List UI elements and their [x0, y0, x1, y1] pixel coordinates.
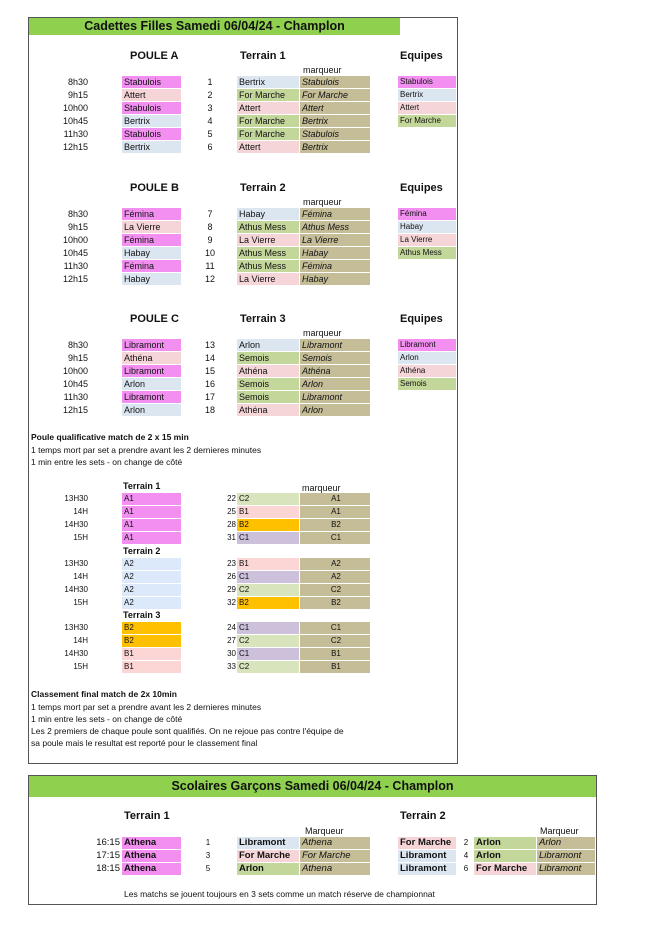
match-number: 6	[207, 142, 213, 152]
scol2-marqueur: Arlon	[537, 837, 595, 849]
qualif-opponent: C1	[237, 622, 299, 634]
scol-number: 3	[205, 851, 211, 860]
opponent-cell: Semois	[237, 378, 299, 390]
equipe-cell: Habay	[398, 221, 456, 233]
team-cell: Stabulois	[122, 102, 181, 114]
qualif-marqueur: C2	[300, 584, 370, 596]
qualif-team: A2	[122, 571, 181, 583]
qualif-number: 23	[227, 559, 236, 568]
qualif-number: 32	[227, 598, 236, 607]
qualif-terrain-label: Terrain 3	[123, 610, 161, 620]
qualif-team: A1	[122, 519, 181, 531]
qualif-number: 24	[227, 623, 236, 632]
match-time: 12h15	[62, 405, 88, 415]
qualif-number: 27	[227, 636, 236, 645]
match-number: 16	[204, 379, 215, 389]
match-number: 9	[207, 235, 213, 245]
equipe-cell: Attert	[398, 102, 456, 114]
scol2-team: For Marche	[398, 837, 456, 849]
qualif-team: B2	[122, 622, 181, 634]
qualif-opponent: B1	[237, 558, 299, 570]
qualif-note-1: 1 temps mort par set a prendre avant les 2 dernieres minutes	[31, 445, 262, 455]
opponent-cell: Attert	[237, 102, 299, 114]
team-cell: Libramont	[122, 365, 181, 377]
qualif-time: 13H30	[64, 494, 88, 503]
opponent-cell: For Marche	[237, 115, 299, 127]
equipe-cell: Athéna	[398, 365, 456, 377]
qualif-opponent: C2	[237, 493, 299, 505]
qualif-number: 33	[227, 662, 236, 671]
qualif-note-2: 1 min entre les sets - on change de côté	[31, 457, 183, 467]
opponent-cell: For Marche	[237, 89, 299, 101]
marqueur-cell: Semois	[300, 352, 370, 364]
match-number: 1	[207, 77, 213, 87]
qualif-time: 15H	[73, 662, 88, 671]
match-time: 9h15	[67, 353, 88, 363]
team-cell: Libramont	[122, 391, 181, 403]
final-note-2: 1 min entre les sets - on change de côté	[31, 714, 183, 724]
match-number: 10	[204, 248, 215, 258]
team-cell: Fémina	[122, 208, 181, 220]
final-title: Classement final match de 2x 10min	[31, 689, 177, 699]
match-time: 8h30	[67, 77, 88, 87]
scolaires-footer: Les matchs se jouent toujours en 3 sets comme un match réserve de championnat	[124, 889, 435, 899]
equipes-label: Equipes	[400, 50, 443, 62]
terrain-label: Terrain 1	[240, 50, 286, 62]
marqueur-cell: La Vierre	[300, 234, 370, 246]
qualif-opponent: B2	[237, 597, 299, 609]
match-number: 8	[207, 222, 213, 232]
scol-time: 17:15	[96, 850, 120, 861]
match-time: 10h00	[62, 103, 88, 113]
scol-time: 16:15	[96, 837, 120, 848]
opponent-cell: Athéna	[237, 365, 299, 377]
scol-marqueur: For Marche	[300, 850, 370, 862]
equipe-cell: Libramont	[398, 339, 456, 351]
qualif-number: 30	[227, 649, 236, 658]
team-cell: La Vierre	[122, 221, 181, 233]
scol-time: 18:15	[96, 863, 120, 874]
scol-team: Athena	[122, 863, 181, 875]
scol2-opponent: For Marche	[474, 863, 536, 875]
qualif-time: 13H30	[64, 623, 88, 632]
qualif-team: A2	[122, 558, 181, 570]
qualif-time: 13H30	[64, 559, 88, 568]
match-time: 12h15	[62, 142, 88, 152]
marqueur-cell: Libramont	[300, 391, 370, 403]
marqueur-cell: Bertrix	[300, 141, 370, 153]
qualif-marqueur: B1	[300, 648, 370, 660]
team-cell: Bertrix	[122, 141, 181, 153]
qualif-marqueur: A2	[300, 571, 370, 583]
qualif-time: 15H	[73, 533, 88, 542]
scol-opponent: Libramont	[237, 837, 299, 849]
equipe-cell: Stabulois	[398, 76, 456, 88]
opponent-cell: Athéna	[237, 404, 299, 416]
qualif-opponent: C2	[237, 635, 299, 647]
match-number: 3	[207, 103, 213, 113]
marqueur-cell: Arlon	[300, 404, 370, 416]
match-time: 11h30	[63, 392, 88, 402]
match-time: 12h15	[62, 274, 88, 284]
qualif-marqueur: A1	[300, 493, 370, 505]
qualif-opponent: C1	[237, 648, 299, 660]
qualif-terrain-label: Terrain 1	[123, 481, 161, 491]
qualif-team: A1	[122, 493, 181, 505]
scol2-marqueur: Libramont	[537, 850, 595, 862]
final-note-4: sa poule mais le resultat est reporté pour le classement final	[31, 738, 258, 748]
poule-label: POULE C	[130, 313, 179, 325]
match-number: 12	[204, 274, 215, 284]
poule-label: POULE A	[130, 50, 179, 62]
equipe-cell: For Marche	[398, 115, 456, 127]
match-number: 5	[207, 129, 213, 139]
match-time: 10h45	[62, 379, 88, 389]
marqueur-label: marqueur	[303, 197, 342, 207]
marqueur-cell: Stabulois	[300, 76, 370, 88]
opponent-cell: Athus Mess	[237, 221, 299, 233]
scol-number: 1	[205, 838, 211, 847]
team-cell: Habay	[122, 273, 181, 285]
match-number: 18	[204, 405, 215, 415]
match-number: 11	[205, 261, 215, 271]
marqueur-cell: Libramont	[300, 339, 370, 351]
scolaires-title: Scolaires Garçons Samedi 06/04/24 - Champlon	[29, 776, 596, 797]
opponent-cell: La Vierre	[237, 273, 299, 285]
match-time: 8h30	[67, 209, 88, 219]
match-time: 10h45	[62, 248, 88, 258]
scol-marqueur: Athena	[300, 863, 370, 875]
qualif-marqueur: B1	[300, 661, 370, 673]
opponent-cell: Semois	[237, 391, 299, 403]
match-number: 13	[204, 340, 215, 350]
opponent-cell: Athus Mess	[237, 247, 299, 259]
scol-team: Athena	[122, 837, 181, 849]
scol-number: 5	[205, 864, 211, 873]
opponent-cell: For Marche	[237, 128, 299, 140]
match-time: 11h30	[63, 261, 88, 271]
match-number: 15	[204, 366, 215, 376]
marqueur-cell: Bertrix	[300, 115, 370, 127]
team-cell: Attert	[122, 89, 181, 101]
cadettes-title: Cadettes Filles Samedi 06/04/24 - Champlon	[29, 18, 400, 35]
marqueur-cell: Athus Mess	[300, 221, 370, 233]
scol2-opponent: Arlon	[474, 850, 536, 862]
final-note-1: 1 temps mort par set a prendre avant les 2 dernieres minutes	[31, 702, 262, 712]
team-cell: Athéna	[122, 352, 181, 364]
match-time: 9h15	[67, 222, 88, 232]
qualif-team: A1	[122, 506, 181, 518]
qualif-time: 14H30	[64, 585, 88, 594]
marqueur-cell: Habay	[300, 273, 370, 285]
marqueur-cell: Arlon	[300, 378, 370, 390]
opponent-cell: Bertrix	[237, 76, 299, 88]
qualif-team: A2	[122, 597, 181, 609]
equipe-cell: La Vierre	[398, 234, 456, 246]
scol2-number: 2	[463, 838, 469, 847]
scol2-number: 4	[463, 851, 469, 860]
scol2-team: Libramont	[398, 850, 456, 862]
match-number: 17	[204, 392, 215, 402]
scol-opponent: For Marche	[237, 850, 299, 862]
opponent-cell: Semois	[237, 352, 299, 364]
qualif-team: A2	[122, 584, 181, 596]
marqueur-cell: For Marche	[300, 89, 370, 101]
terrain-label: Terrain 2	[240, 182, 286, 194]
poule-label: POULE B	[130, 182, 179, 194]
qualif-marqueur: B2	[300, 519, 370, 531]
qualif-opponent: B1	[237, 506, 299, 518]
scol2-team: Libramont	[398, 863, 456, 875]
qualif-opponent: B2	[237, 519, 299, 531]
qualif-number: 29	[227, 585, 236, 594]
marqueur-cell: Attert	[300, 102, 370, 114]
qualif-number: 28	[227, 520, 236, 529]
match-time: 10h00	[62, 235, 88, 245]
equipes-label: Equipes	[400, 182, 443, 194]
qualif-number: 25	[227, 507, 236, 516]
match-time: 11h30	[63, 129, 88, 139]
match-time: 8h30	[67, 340, 88, 350]
scolaires-terrain2-label: Terrain 2	[400, 810, 446, 822]
team-cell: Arlon	[122, 378, 181, 390]
equipe-cell: Athus Mess	[398, 247, 456, 259]
scol-team: Athena	[122, 850, 181, 862]
qualif-number: 31	[227, 533, 236, 542]
marqueur-cell: Stabulois	[300, 128, 370, 140]
team-cell: Fémina	[122, 260, 181, 272]
match-time: 10h45	[62, 116, 88, 126]
team-cell: Libramont	[122, 339, 181, 351]
qualif-time: 14H	[73, 507, 88, 516]
marqueur-label: marqueur	[303, 328, 342, 338]
qualif-number: 26	[227, 572, 236, 581]
qualif-marqueur: C1	[300, 622, 370, 634]
scol-opponent: Arlon	[237, 863, 299, 875]
scolaires-marqueur-label-2: Marqueur	[540, 826, 579, 836]
team-cell: Bertrix	[122, 115, 181, 127]
qualif-opponent: C2	[237, 584, 299, 596]
equipe-cell: Semois	[398, 378, 456, 390]
qualif-time: 15H	[73, 598, 88, 607]
match-number: 7	[207, 209, 213, 219]
qualif-marqueur: A2	[300, 558, 370, 570]
equipe-cell: Arlon	[398, 352, 456, 364]
equipe-cell: Bertrix	[398, 89, 456, 101]
qualif-time: 14H	[73, 572, 88, 581]
team-cell: Fémina	[122, 234, 181, 246]
qualif-time: 14H30	[64, 520, 88, 529]
team-cell: Stabulois	[122, 76, 181, 88]
team-cell: Stabulois	[122, 128, 181, 140]
match-time: 9h15	[67, 90, 88, 100]
qualif-time: 14H30	[64, 649, 88, 658]
qualif-marqueur: A1	[300, 506, 370, 518]
marqueur-cell: Habay	[300, 247, 370, 259]
match-number: 14	[204, 353, 215, 363]
qualif-team: A1	[122, 532, 181, 544]
qualif-marqueur: C1	[300, 532, 370, 544]
qualif-time: 14H	[73, 636, 88, 645]
qualif-title: Poule qualificative match de 2 x 15 min	[31, 432, 189, 442]
qualif-opponent: C1	[237, 571, 299, 583]
terrain-label: Terrain 3	[240, 313, 286, 325]
qualif-team: B1	[122, 648, 181, 660]
qualif-opponent: C2	[237, 661, 299, 673]
opponent-cell: Athus Mess	[237, 260, 299, 272]
match-time: 10h00	[62, 366, 88, 376]
match-number: 2	[207, 90, 213, 100]
qualif-team: B2	[122, 635, 181, 647]
scol-marqueur: Athena	[300, 837, 370, 849]
marqueur-cell: Fémina	[300, 208, 370, 220]
marqueur-cell: Fémina	[300, 260, 370, 272]
match-number: 4	[207, 116, 213, 126]
qualif-number: 22	[227, 494, 236, 503]
scol2-opponent: Arlon	[474, 837, 536, 849]
qualif-opponent: C1	[237, 532, 299, 544]
equipe-cell: Fémina	[398, 208, 456, 220]
opponent-cell: Arlon	[237, 339, 299, 351]
marqueur-label: marqueur	[303, 65, 342, 75]
team-cell: Habay	[122, 247, 181, 259]
scolaires-terrain1-label: Terrain 1	[124, 810, 170, 822]
opponent-cell: Habay	[237, 208, 299, 220]
team-cell: Arlon	[122, 404, 181, 416]
qualif-team: B1	[122, 661, 181, 673]
opponent-cell: Attert	[237, 141, 299, 153]
equipes-label: Equipes	[400, 313, 443, 325]
opponent-cell: La Vierre	[237, 234, 299, 246]
qualif-marqueur-label: marqueur	[302, 483, 341, 493]
scol2-marqueur: Libramont	[537, 863, 595, 875]
marqueur-cell: Athéna	[300, 365, 370, 377]
scol2-number: 6	[463, 864, 469, 873]
scolaires-marqueur-label-1: Marqueur	[305, 826, 344, 836]
qualif-terrain-label: Terrain 2	[123, 546, 161, 556]
final-note-3: Les 2 premiers de chaque poule sont qualifiés. On ne rejoue pas contre l'équipe de	[31, 726, 344, 736]
qualif-marqueur: B2	[300, 597, 370, 609]
qualif-marqueur: C2	[300, 635, 370, 647]
